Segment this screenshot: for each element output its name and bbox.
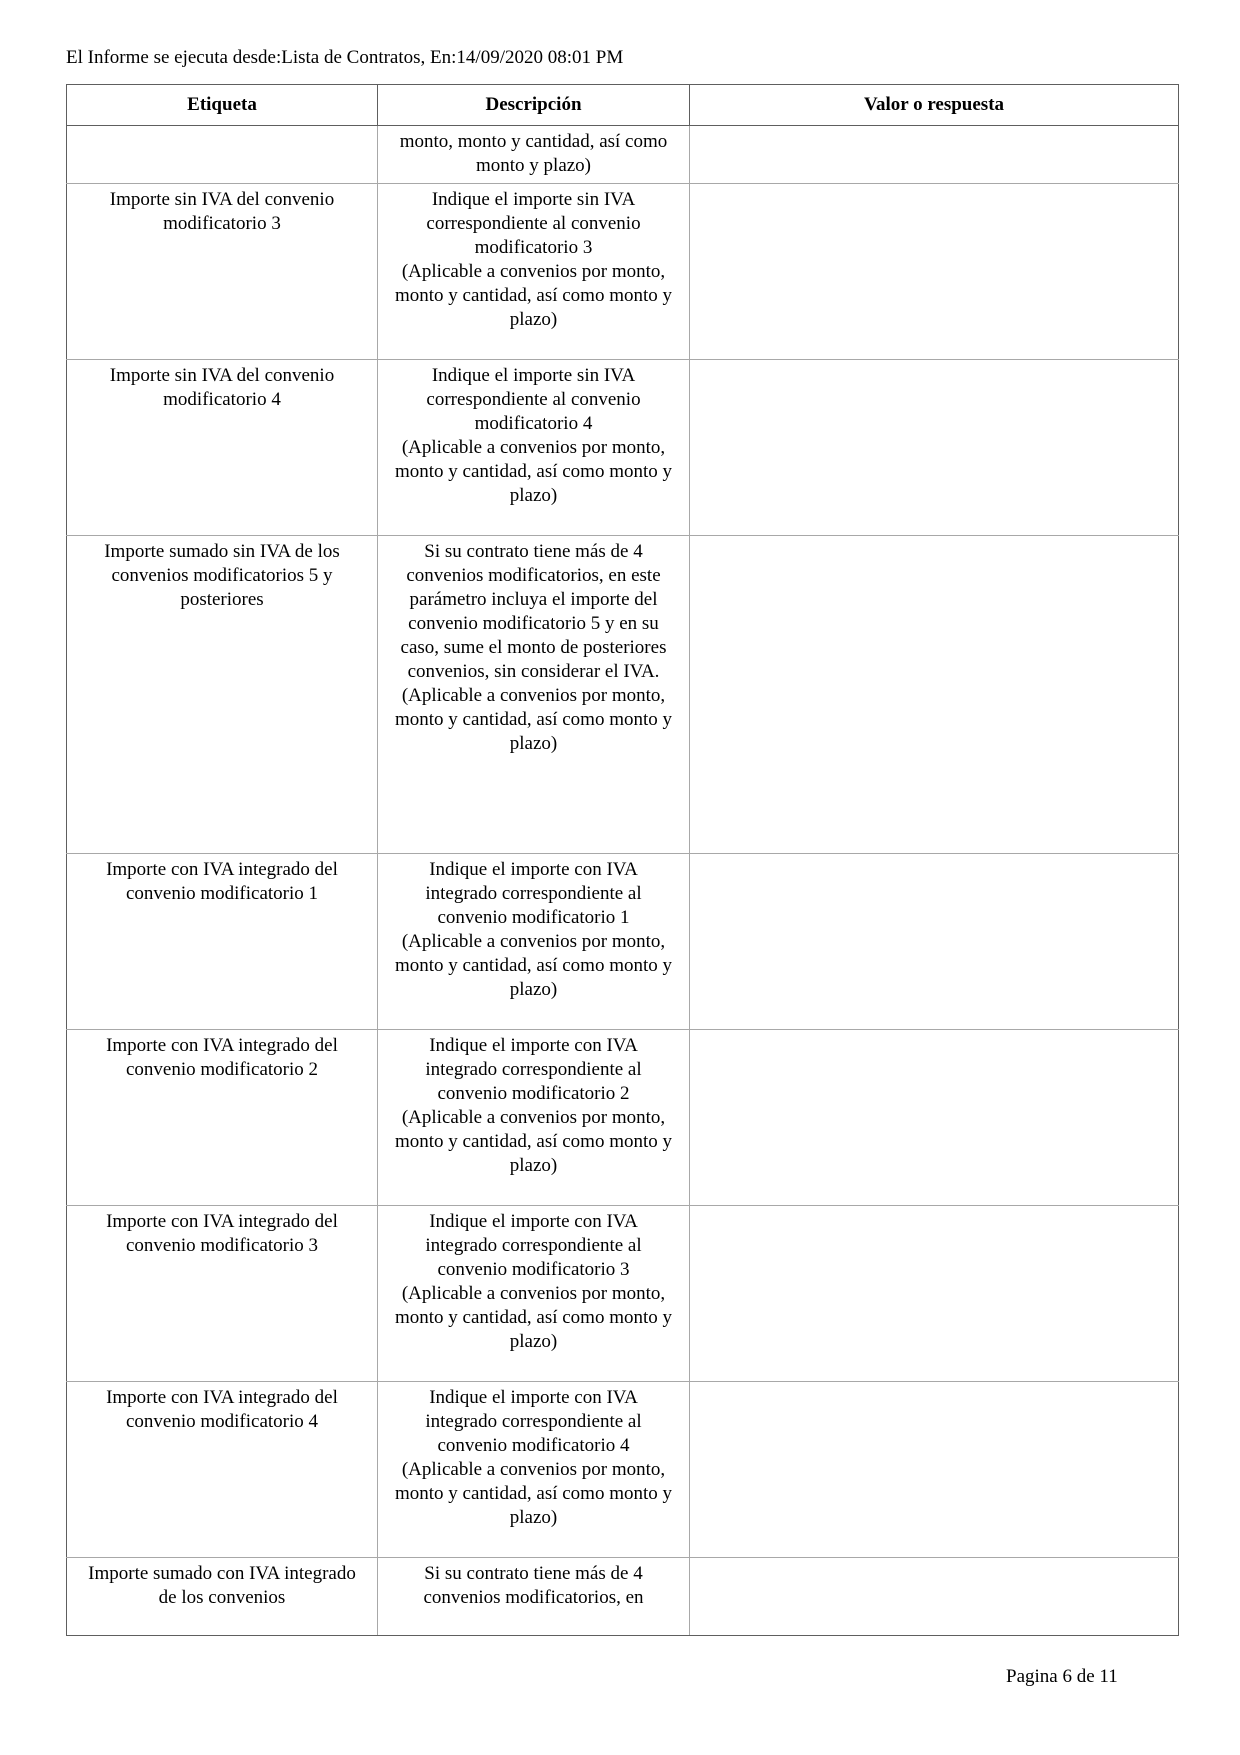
descripcion-cell: Si su contrato tiene más de 4 convenios modificatorios, en este parámetro incluya el importe del convenio modificatorio 5 y en su caso, sume el monto de posteriores convenios, sin considerar el IVA. (Aplicable a convenios por monto, monto y cantidad, así como monto y plazo) [378, 536, 690, 854]
descripcion-cell: Indique el importe con IVA integrado correspondiente al convenio modificatorio 2 (Aplicable a convenios por monto, monto y cantidad, así como monto y plazo) [378, 1030, 690, 1206]
contract-parameters-table [66, 84, 1179, 1636]
descripcion-cell: Indique el importe con IVA integrado correspondiente al convenio modificatorio 3 (Aplicable a convenios por monto, monto y cantidad, así como monto y plazo) [378, 1206, 690, 1382]
etiqueta-cell: Importe sumado sin IVA de los convenios modificatorios 5 y posteriores [67, 536, 378, 854]
etiqueta-cell: Importe sumado con IVA integrado de los convenios [67, 1558, 378, 1636]
etiqueta-cell: Importe con IVA integrado del convenio modificatorio 2 [67, 1030, 378, 1206]
column-header-valor: Valor o respuesta [690, 85, 1179, 126]
table-row [67, 854, 1179, 1030]
etiqueta-cell: Importe con IVA integrado del convenio modificatorio 3 [67, 1206, 378, 1382]
table-row [67, 1206, 1179, 1382]
table-row [67, 360, 1179, 536]
valor-cell[interactable] [690, 1206, 1179, 1382]
valor-cell[interactable] [690, 126, 1179, 184]
etiqueta-cell: Importe sin IVA del convenio modificatorio 4 [67, 360, 378, 536]
table-header-row [67, 85, 1179, 126]
valor-cell[interactable] [690, 1030, 1179, 1206]
valor-cell[interactable] [690, 536, 1179, 854]
etiqueta-cell: Importe sin IVA del convenio modificatorio 3 [67, 184, 378, 360]
descripcion-cell: monto, monto y cantidad, así como monto y plazo) [378, 126, 690, 184]
valor-cell[interactable] [690, 1558, 1179, 1636]
valor-cell[interactable] [690, 184, 1179, 360]
table-row [67, 1558, 1179, 1636]
etiqueta-cell [67, 126, 378, 184]
descripcion-cell: Indique el importe sin IVA correspondiente al convenio modificatorio 4 (Aplicable a convenios por monto, monto y cantidad, así como monto y plazo) [378, 360, 690, 536]
table-row [67, 1030, 1179, 1206]
valor-cell[interactable] [690, 854, 1179, 1030]
etiqueta-cell: Importe con IVA integrado del convenio modificatorio 1 [67, 854, 378, 1030]
table-row [67, 184, 1179, 360]
descripcion-cell: Indique el importe con IVA integrado correspondiente al convenio modificatorio 4 (Aplicable a convenios por monto, monto y cantidad, así como monto y plazo) [378, 1382, 690, 1558]
report-header: El Informe se ejecuta desde:Lista de Contratos, En:14/09/2020 08:01 PM [66, 47, 624, 68]
table-row [67, 1382, 1179, 1558]
table-row [67, 536, 1179, 854]
descripcion-cell: Indique el importe con IVA integrado correspondiente al convenio modificatorio 1 (Aplicable a convenios por monto, monto y cantidad, así como monto y plazo) [378, 854, 690, 1030]
table-row [67, 126, 1179, 184]
descripcion-cell: Indique el importe sin IVA correspondiente al convenio modificatorio 3 (Aplicable a convenios por monto, monto y cantidad, así como monto y plazo) [378, 184, 690, 360]
column-header-etiqueta: Etiqueta [67, 85, 378, 126]
descripcion-cell: Si su contrato tiene más de 4 convenios modificatorios, en [378, 1558, 690, 1636]
valor-cell[interactable] [690, 360, 1179, 536]
valor-cell[interactable] [690, 1382, 1179, 1558]
page-number: Pagina 6 de 11 [1006, 1666, 1118, 1687]
etiqueta-cell: Importe con IVA integrado del convenio modificatorio 4 [67, 1382, 378, 1558]
column-header-descripcion: Descripción [378, 85, 690, 126]
